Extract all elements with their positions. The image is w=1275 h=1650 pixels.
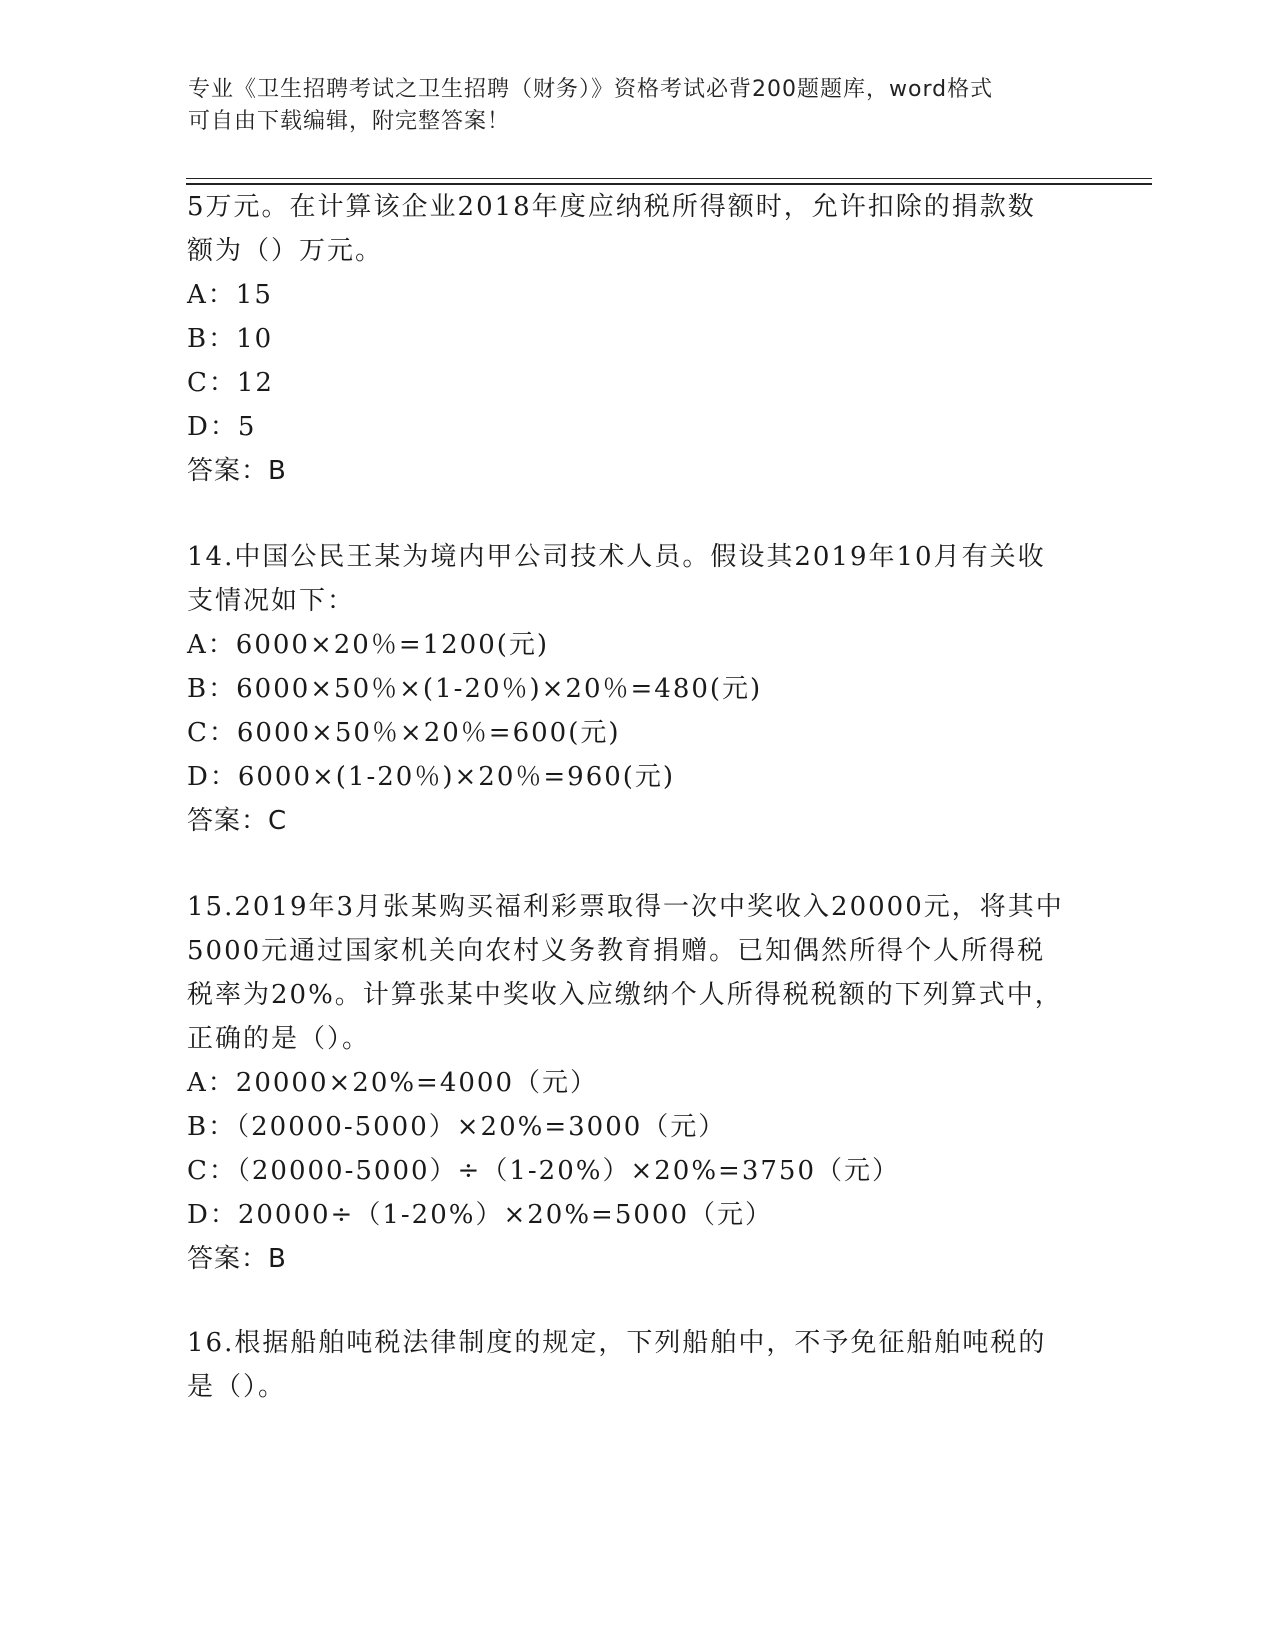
- q13-option-a: A：15: [187, 280, 273, 310]
- header-divider-thin: [186, 178, 1152, 179]
- q15-option-b: B：（20000-5000）×20%=3000（元）: [187, 1112, 727, 1142]
- q14-option-a: A：6000×20％=1200(元): [187, 630, 550, 660]
- q14-stem-line-2: 支情况如下：: [187, 586, 356, 616]
- header-line-1: 专业《卫生招聘考试之卫生招聘（财务）》资格考试必背200题题库，word格式: [188, 77, 994, 102]
- q15-option-a: A：20000×20%=4000（元）: [187, 1068, 599, 1098]
- q14-stem-line-1: 14.中国公民王某为境内甲公司技术人员。假设其2019年10月有关收: [187, 542, 1046, 572]
- q15-stem-line-4: 正确的是（）。: [187, 1024, 371, 1054]
- header-line-2: 可自由下载编辑，附完整答案！: [188, 109, 511, 134]
- q14-answer: 答案：C: [187, 806, 288, 836]
- q14-option-c: C：6000×50％×20％=600(元): [187, 718, 621, 748]
- q14-option-d: D：6000×(1-20％)×20％=960(元): [187, 762, 676, 792]
- q15-stem-line-1: 15.2019年3月张某购买福利彩票取得一次中奖收入20000元，将其中: [187, 892, 1064, 922]
- q13-stem-line-2: 额为（）万元。: [187, 236, 384, 266]
- q14-option-b: B：6000×50％×(1-20％)×20％=480(元): [187, 674, 763, 704]
- q13-option-d: D：5: [187, 412, 257, 442]
- q15-option-c: C：（20000-5000）÷（1-20%）×20%=3750（元）: [187, 1156, 900, 1186]
- header-divider-thick: [186, 183, 1152, 185]
- q13-stem-line-1: 5万元。在计算该企业2018年度应纳税所得额时，允许扣除的捐款数: [187, 192, 1036, 222]
- page-header: [188, 74, 1068, 138]
- q15-stem-line-2: 5000元通过国家机关向农村义务教育捐赠。已知偶然所得个人所得税: [187, 936, 1046, 966]
- q16-stem-line-2: 是（）。: [187, 1372, 287, 1402]
- q15-stem-line-3: 税率为20%。计算张某中奖收入应缴纳个人所得税税额的下列算式中，: [187, 980, 1063, 1010]
- q15-answer: 答案：B: [187, 1244, 287, 1274]
- q15-option-d: D：20000÷（1-20%）×20%=5000（元）: [187, 1200, 773, 1230]
- q13-option-b: B：10: [187, 324, 274, 354]
- q13-option-c: C：12: [187, 368, 274, 398]
- q13-answer: 答案：B: [187, 456, 287, 486]
- q16-stem-line-1: 16.根据船舶吨税法律制度的规定，下列船舶中，不予免征船舶吨税的: [187, 1328, 1047, 1358]
